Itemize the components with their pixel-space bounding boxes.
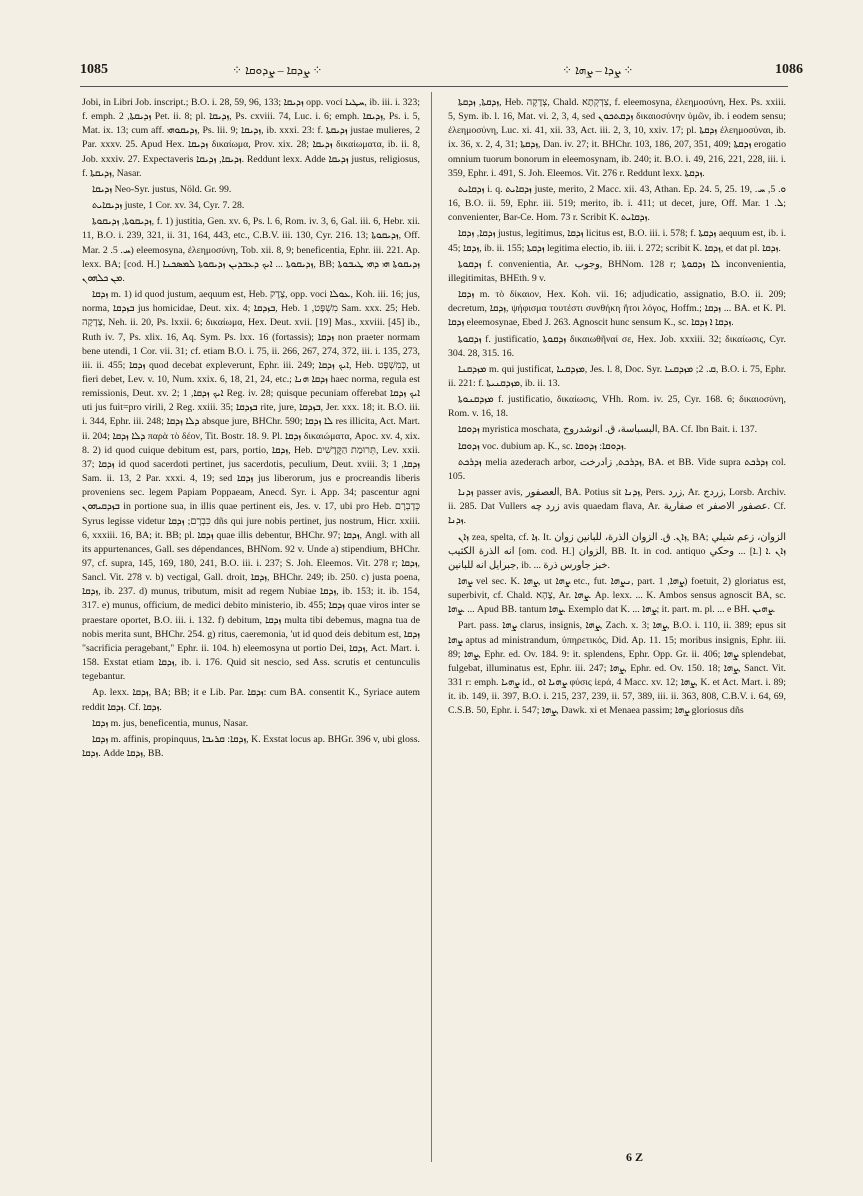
column-divider: [431, 92, 432, 1162]
dictionary-entry: ܡܙܕܩܢܐ m. qui justificat, ܡܙܕܩܢܐ, Jes. l. 8, Doc. Syr. ܩ. 2; ܡܙܕܩܢܐ, B.O. i. 75, Ephr. ii. 221: f. ܡܙܕܩܢܝܬܐ, ib. ii. 13.: [448, 363, 786, 389]
dictionary-entry: ܙܕܩܘܬܐ f. convenientia, Ar. وجوب, BHNom. 128 r; ܠܐ ܙܕܩܘܬܐ inconvenientia, illegitimitas, BHEth. 9 v.: [448, 258, 786, 284]
dictionary-entry: ܙܕܝܩܐ Neo-Syr. justus, Nöld. Gr. 99.: [92, 183, 232, 195]
dictionary-entry: ܙܕܩܐ, ܙܕܩܐ justus, legitimus, ܙܕܩܐ licitus est, B.O. iii. i. 578; f. ܙܕܩܬܐ aequum est, ib. i. 45; ܙܕܩܐ, ib. ii. 155; ܙܕܩܬܐ legitima electio, ib. iii. i. 272; scribit K. ܙܕܩܐ, et dat pl. ܙܕܩܐ.: [448, 228, 786, 254]
signature-mark: 6 Z: [626, 1150, 644, 1164]
dictionary-entry: ܨܗܐ vel sec. K. ܨܗܐ, ut ܨܗܐ etc., fut. ܢܨܗܐ, part. ܨܗܐ, 1) foetuit, 2) gloriatus est, superbivit, cf. Chald. צָהָא, Ar. ܨܗܐ. Ap. lexx. ... K. Ambos sensus agnoscit BA, sc. ܨܗܐ. ... Apud BB. tantum ܨܗܐ. Exemplo dat K. ... ܨܗܐ; it. part. m. pl. ... e BH. ܨܗܝܢ.: [448, 576, 786, 616]
dictionary-entry: Part. pass. ܨܗܐ clarus, insignis, ܨܗܐ, Zach. x. 3; ܨܗܐ, B.O. i. 110, ii. 389; epus sit ܨܗܐ aptus ad ministrandum, ὑπηρετικός, Did. Ap. 11. 15; moribus insignis, Ephr. iii. 89; ܨܗܐ, Ephr. ed. Ov. 184. 9: it. splendens, Ephr. Opp. Gr. ii. 406; ܨܗܐ splendebat, fulgebat, illuminatus est, Ephr. iii. 247; ܨܗܐ, Ephr. ed. Ov. 150. 18; ܨܗܐ, Sanct. Vit. 331 r: emph. ܨܗܝܐ id., ܨܗܝܐ ܐܘ φύσις ἱερά, 4 Macc. xv. 12; ܨܗܐ, K. et Act. Mart. i. 89; it. ib. 149, ii. 397, B.O. i. 215, 237, 239, ii. 57, 389, iii. ii. 363, 808, C.B.V. i. 64, 69, C.S.B. 50, Ephr. i. 547; ܨܗܐ, Dawk. xi et Menaea passim; ܨܗܐ gloriosus dñs: [448, 620, 786, 717]
dictionary-entry: ܙܕܘܩܐ myristica moschata, البسباسة، ق. انوشدروج, BA. Cf. Ibn Bait. i. 137.: [458, 424, 758, 436]
dictionary-entry: ܙܕܝܩܘܬܐ, ܙܕܝܩܘܬܐ, f. 1) justitia, Gen. xv. 6, Ps. l. 6, Rom. iv. 3, 6, Gal. iii. 6, Hebr. xii. 11, B.O. i. 239, 321, ii. 31, 164, 443, etc., C.B.V. iii. 130, Cyr. 216. 13; ܙܕܝܩܘܬܐ, Off. Mar. ܚ. 5. 2) eleemosyna, ἐλεημοσύνη, Tob. xii. 8, 9; beneficentia, Ephr. iii. 221. Ap. lexx. BA; [cod. H.] ܙܕܝܩܘܬܐ ... ܐܝܟ ܕܥܒܕܝܢ ܙܕܝܩܘܬܐ ܠܡܣܟܢܐ, BB; ܙܕܝܩܘܬܐ ܗܝ ܕܗܝ ܛܝܒܘܬܐ ܡܢ ܟܠܗܘܢ.: [82, 216, 420, 284]
dictionary-entry: ܙܕܩܐ m. 1) id quod justum, aequum est, Heb. צֶדֶק, opp. voci ܥܘܠܐ, Koh. iii. 16; jus, norma, ܒܙܕܩܐ jus homicidae, Deut. xix. 4; ܒܙܕܩܐ, Heb. מִשְׁפָּט, 1 Sam. xxx. 25; Heb. צְדָקָה, Neh. ii. 20, Ps. lxxii. 6; δικαίωμα, Hex. Deut. xvii. [19] Mas., xxviii. [45] ib., Ruth iv. 7, Ps. xlix. 16, Aq. Sym. Ps. lxx. 16 (fortassis); ܙܕܩܐ non praeter normam bene utendi, 1 Cor. vii. 31; cf. etiam B.O. i. 75, ii. 266, 267, 274, 372, iii. i. 135, 273, iii. ii. 455; ܙܕܩܐ quod decebat expleverunt, Ephr. iii. 249; ܐܝܟ ܙܕܩܐ, Heb. כְּמִשְׁפָּט, ut fieri debet, Lev. v. 10, Num. xxix. 6, 18, 21, 24, etc.; ܙܕܩܐ ܗܢܐ haec norma, regula est remissionis, Deut. xv. 2; ܐܝܟ ܙܕܩܐ, 1 Reg. iv. 28; quisque pecuniam offerebat ܐܝܟ ܙܕܩܐ uti jus fuit=pro virili, 2 Reg. xxiii. 35; ܒܙܕܩܐ rite, jure, ܒܙܕܩܐ, Jer. xxx. 18; it. B.O. iii. i. 344, Ephr. iii. 248; ܕܠܐ ܙܕܩܐ absque jure, BHChr. 590; ܠܐ ܙܕܩܐ res illicita, Act. Mart. ii. 204; ܕܠܐ ܙܕܩܐ παρὰ τὸ δέον, Tit. Bostr. 18. 9. Pl. ܙܕܩܐ δικαιώματα, Apoc. xv. 4, xix. 8. 2) id quod cuique debitum est, pars, portio, ܙܕܩܐ, Heb. תְּרוּמַת הַקֳּדָשִׁים, Lev. xxii. 37; ܙܕܩܐ id quod sacerdoti pertinet, jus sacerdotis, peculium, Deut. xviii. 3; ܙܕܩܐ, 1 Sam. ii. 13, 2 Par. xxxi. 4, 19; sed ܙܕܩܐ jus liberorum, jus e procreandis liberis proveniens sec. legem Papiam Poppaeam, Anecd. Syr. i. App. 34; pascentur agni ܒܙܕܩܝܗܘܢ in portione sua, in illis quae pertinent eis, Jes. v. 17, ubi pro Heb. כְּדָבְרָם Syrus legisse videtur כִּבְרָם; ܙܕܩܐ dñs qui jure nobis pertinet, jus nostrum, Hicr. xxiii. 6, xxxiii. 16, BA; it. BB; pl. ܙܕܩܐ quae illis debentur, BHChr. 97; ܙܕܩܐ, Angl. with all its appurtenances, Gall. ses dépendances, BHNom. 92 v. Unde a) stipendium, BHChr. 97, cf. supra, 145, 169, 180, 241, B.O. iii. i. 237; S. Joh. Eleemos. Vit. 278 r; ܙܕܩܐ, Sancl. Vit. 278 v. b) vectigal, Gall. droit, ܙܕܩܐ, BHChr. 249; ib. 250. c) justa poena, ܙܕܩܐ, ib. 237. d) munus, tributum, misit ad regem Nubiae ܙܕܩܐ, ib. 153; it. ib. 154, 317. e) munus, officium, de medici debito ministerio, ib. 455; ܙܕܩܐ quae viros inter se praestare oportet, B.O. iii. i. 132. f) debitum, ܙܕܩܐ multa tibi debemus, magna tua de nobis merita sunt, BHChr. 254. g) ritus, caeremonia, 'ut id quod deis debitum est, ܙܕܩܐ "sacrificia peragebant," Ephr. ii. 104. h) eleemosyna ut portio Dei, ܙܕܩܐ, Act. Mart. i. 158. Exstat etiam ܙܕܩܐ, ib. i. 176. Quid sit nescio, sed Ass. scrutis et centunculis tegebantur.: [82, 289, 420, 683]
header-rule: [80, 86, 788, 87]
running-head-right: ⁘ ܨܕܐ – ܨܗܐ ⁘: [562, 63, 634, 77]
dictionary-entry: ܙܕܩܬܐ, ܙܕܩܬܐ, Heb. צְדָקָה, Chald. צִדְקְתָא, f. eleemosyna, ἐλεημοσύνη, Hex. Ps. xxiii. 5, Sym. ib. l. 16, Mat. vi. 2, 3, 4, sed ܙܕܩܬܟܘܢ δικαιοσύνην ὑμῶν, ib. i eodem sensu; ἐλεημοσύνη, Luc. xi. 41, xii. 33, Act. iii. 2, 3, 10, xxiv. 17; pl. ܙܕܩܬܐ ἐλεημοσύναι, ib. ix. 36, x. 2, 4, 31; ܙܕܩܬܐ, Dan. iv. 27; it. BHChr. 103, 186, 207, 351, 409; ܙܕܩܬܐ erogatio omnium tuorum bonorum in eleemosynam, ib. 240; it. B.O. i. 49, 216, 221, 228, iii. i. 359, Ephr. i. 491, S. Joh. Eleemos. Vit. 276 r. Reddunt lexx. ܙܕܩܬܐ.: [448, 97, 786, 179]
dictionary-entry: ܙܕܝܩܐܝܬ juste, 1 Cor. xv. 34, Cyr. 7. 28.: [92, 200, 245, 212]
dictionary-entry: Ap. lexx. ܙܕܩܐ, BA; BB; it e Lib. Par. ܙܕܩܐ: cum BA. consentit K., Syriace autem reddit ܙܕܩܐ. Cf. ܙܕܩܐ.: [82, 687, 420, 713]
dictionary-entry: Jobi, in Libri Job. inscript.; B.O. i. 28, 59, 96, 133; ܙܕܝܩܐ opp. voci ܚܛܝܐ, ib. iii. i. 323; f. emph. ܙܕܝܩܬܐ, 2 Pet. ii. 8; pl. ܙܕܝܩܐ, Ps. cxviii. 74, Luc. i. 6; emph. ܙܕܝܩܐ, Ps. i. 5, Mat. ix. 13; cum aff. ܙܕܝܩܘܗܝ, Ps. lii. 9; ܙܕܝܩܐ, ib. xxxi. 23: f. ܙܕܝܩܬܐ justae mulieres, 2 Par. xxxv. 25. Apud Hex. ܙܕܝܩܐ δικαίωμα, Prov. xix. 28; ܙܕܝܩܐ δικαίωματα, ib. ii. 8, Job. xxxiv. 27. Expectaveris ܙܕܝܩܐ, ܙܕܝܩܐ. Reddunt lexx. Adde ܙܕܝܩܐ justus, religiosus, f. ܙܕܝܩܬܐ, Nasar.: [82, 97, 420, 179]
dictionary-entry: ܙܕܩܐ m. jus, beneficentia, munus, Nasar.: [92, 717, 249, 729]
dictionary-entry: ܙܕܩܐ m. affinis, propinquus, ܙܕܩܐ: ܩܪܝܒܐ, K. Exstat locus ap. BHGr. 396 v, ubi gloss. ܙܕܩܐ. Adde ܙܕܩܐ, BB.: [82, 733, 420, 760]
dictionary-entry: ܙܕܘܩܐ voc. dubium ap. K., sc. ܙܕܘܩܐ: ܙܕܘܩܐ.: [458, 440, 627, 452]
page-header: [0, 62, 863, 84]
dictionary-entry: ܙܕܩܘܬܐ f. justificatio, ܙܕܩܘܬܐ δικαιωθῆναί σε, Hex. Job. xxxiii. 32; δικαίωσις, Cyr. 304. 28, 315. 16.: [448, 333, 786, 359]
running-head-left: ⁘ ܨܕܩܐ – ܨܕܘܩܐ ⁘: [232, 63, 323, 77]
left-column: [82, 96, 420, 1166]
page-number-left: 1085: [80, 62, 108, 77]
dictionary-entry: ܙܕܩܐ m. τὸ δίκαιον, Hex. Koh. vii. 16; adjudicatio, assignatio, B.O. ii. 209; decretum, ܙܕܩܐ, ψήφισμα τουτέστι συνθήκη ἤτοι λόγος, Hoffm.; ܙܕܩܐ ... BA. et K. Pl. ܙܕܩܐ eleemosynae, Ebed J. 263. Agnoscit hunc sensum K., sc. ܙܕܩܐ ܐ ܙܕܩܐ.: [448, 289, 786, 329]
dictionary-entry: ܙܕܢܐ passer avis, العصفور, BA. Potius sit ܙܕܢܐ, Pers. زرد, Ar. زردج, Lorsb. Archiv. ii. 285. Dat Vullers زرد چه avis quaedam flava, Ar. صفارية et عصفور الاصفر. Cf. ܙܕܢܐ.: [448, 487, 786, 527]
dictionary-entry: ܡܙܕܩܢܘܬܐ f. justificatio, δικαίωσις, VHh. Rom. iv. 25, Cyr. 168. 6; δικαιοσύνη, Rom. v. 16, 18.: [448, 394, 786, 420]
dictionary-entry: ܙܕܩܐܝܬ i. q. ܙܕܩܐܝܬ juste, merito, 2 Macc. xii. 43, Athan. Ep. 24. 5, 25. 19, ܘ. 5, ܚ. 16, B.O. ii. 59, Ephr. iii. 519; merito, ib. i. 411; ut decet, jure, Off. Mar. ܠ. 1; convenienter, Bar-Ce. Hom. 73 r. Scribit K. ܙܕܩܐܝܬ.: [448, 183, 786, 224]
dictionary-entry: ܙܐܢ zea, spelta, cf. ܙܐ. It. ܙܐܢ. ق. الزوان الذرة، للبانين زوان, BA; الزوان، زعم شيلي انه الذرة الكثيب [om. cod. H.] الزوان, BB. It. in cod. antiquo ܙܐܢ .ܐ [.ܐ] ... وحكي جبرايل انه للبانين, ib. ... خبز جاورس ذرة.: [448, 531, 786, 571]
page-number-right: 1086: [775, 62, 803, 77]
right-column: [448, 96, 786, 1156]
dictionary-entry: ܙܕܪܟܬ melia azederach arbor, ܙܕܪܟܬ, زادرخت, BA. et BB. Vide supra ܙܕܪܟܬ col. 105.: [448, 456, 786, 482]
